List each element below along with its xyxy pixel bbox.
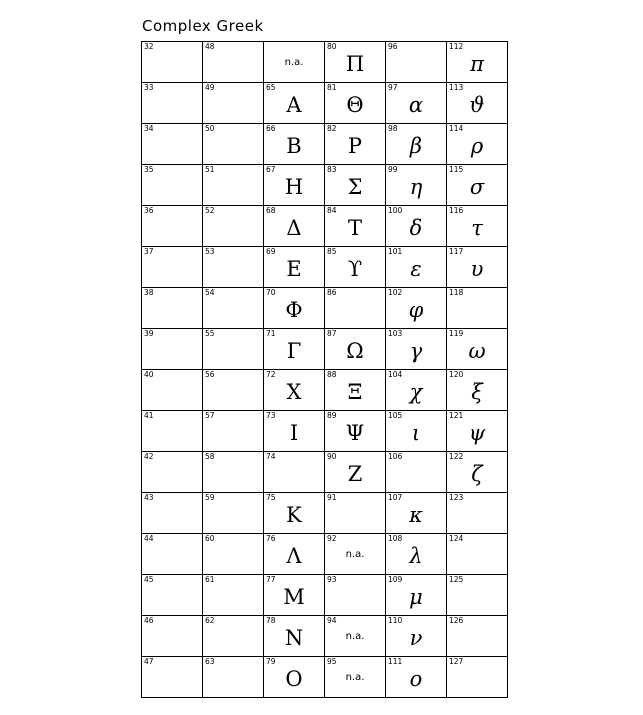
char-code: 111	[388, 657, 403, 666]
table-cell	[386, 288, 447, 329]
table-cell	[386, 534, 447, 575]
table-cell	[325, 411, 386, 452]
greek-glyph: Ψ	[345, 421, 365, 445]
table-cell	[142, 165, 203, 206]
table-cell	[203, 206, 264, 247]
greek-glyph: ϒ	[347, 257, 363, 281]
table-cell	[447, 42, 508, 83]
char-code: 60	[205, 534, 215, 543]
table-cell	[386, 206, 447, 247]
char-code: 56	[205, 370, 215, 379]
table-cell	[142, 452, 203, 493]
table-cell	[264, 657, 325, 698]
char-code: 110	[388, 616, 403, 625]
char-code: 63	[205, 657, 215, 666]
char-code: 66	[266, 124, 276, 133]
table-cell	[386, 452, 447, 493]
greek-glyph: Σ	[347, 175, 363, 199]
table-cell	[142, 657, 203, 698]
char-code: 68	[266, 206, 276, 215]
char-code: 69	[266, 247, 276, 256]
char-code: 34	[144, 124, 154, 133]
table-cell	[447, 206, 508, 247]
char-code: 50	[205, 124, 215, 133]
table-cell	[386, 616, 447, 657]
char-code: 53	[205, 247, 215, 256]
char-code: 92	[327, 534, 337, 543]
char-code: 36	[144, 206, 154, 215]
table-cell	[325, 124, 386, 165]
char-code: 115	[449, 165, 464, 174]
char-code: 71	[266, 329, 276, 338]
greek-glyph: Λ	[286, 544, 302, 568]
char-code: 104	[388, 370, 403, 379]
char-code: 80	[327, 42, 337, 51]
table-cell	[203, 370, 264, 411]
table-cell	[264, 42, 325, 83]
char-code: 107	[388, 493, 403, 502]
table-cell	[203, 42, 264, 83]
char-code: 52	[205, 206, 215, 215]
table-cell	[203, 616, 264, 657]
char-code: 45	[144, 575, 154, 584]
char-code: 81	[327, 83, 337, 92]
table-cell	[447, 247, 508, 288]
char-code: 42	[144, 452, 154, 461]
char-code: 91	[327, 493, 337, 502]
char-code: 40	[144, 370, 154, 379]
char-code: 41	[144, 411, 154, 420]
table-cell	[142, 329, 203, 370]
char-code: 58	[205, 452, 215, 461]
table-cell	[386, 42, 447, 83]
char-code: 100	[388, 206, 403, 215]
table-cell	[142, 411, 203, 452]
table-row	[142, 124, 508, 165]
table-cell	[142, 206, 203, 247]
char-code: 79	[266, 657, 276, 666]
char-code: 93	[327, 575, 337, 584]
table-cell	[386, 83, 447, 124]
table-cell	[264, 411, 325, 452]
char-code: 96	[388, 42, 398, 51]
table-cell	[142, 534, 203, 575]
table-cell	[264, 534, 325, 575]
table-cell	[264, 452, 325, 493]
table-cell	[325, 165, 386, 206]
table-cell	[203, 165, 264, 206]
char-code: 116	[449, 206, 464, 215]
greek-glyph: λ	[409, 544, 423, 568]
table-cell	[447, 493, 508, 534]
greek-glyph: Χ	[286, 380, 302, 404]
greek-glyph: Ξ	[347, 380, 363, 404]
char-code: 118	[449, 288, 464, 297]
greek-glyph: σ	[469, 175, 485, 199]
char-code: 98	[388, 124, 398, 133]
greek-glyph: β	[409, 134, 423, 158]
char-code: 75	[266, 493, 276, 502]
char-code: 62	[205, 616, 215, 625]
table-cell	[325, 493, 386, 534]
not-available-label: n.a.	[345, 549, 365, 560]
table-row	[142, 370, 508, 411]
table-cell	[447, 288, 508, 329]
table-row	[142, 288, 508, 329]
table-cell	[325, 575, 386, 616]
char-code: 49	[205, 83, 215, 92]
greek-glyph: ψ	[468, 421, 486, 445]
table-cell	[142, 493, 203, 534]
table-cell	[447, 657, 508, 698]
char-code: 70	[266, 288, 276, 297]
char-code: 87	[327, 329, 337, 338]
table-cell	[264, 83, 325, 124]
table-cell	[203, 452, 264, 493]
table-cell	[325, 657, 386, 698]
char-code: 109	[388, 575, 403, 584]
table-cell	[447, 370, 508, 411]
greek-glyph: Μ	[283, 585, 305, 609]
greek-glyph: ξ	[471, 380, 483, 404]
table-row	[142, 206, 508, 247]
table-cell	[264, 616, 325, 657]
table-cell	[142, 616, 203, 657]
greek-glyph: κ	[409, 503, 423, 527]
char-code: 55	[205, 329, 215, 338]
greek-glyph: Γ	[286, 339, 302, 363]
char-code: 112	[449, 42, 464, 51]
greek-glyph: π	[470, 52, 484, 76]
table-cell	[447, 165, 508, 206]
table-cell	[447, 534, 508, 575]
table-cell	[203, 124, 264, 165]
greek-glyph: Α	[286, 93, 302, 117]
table-row	[142, 247, 508, 288]
char-code: 54	[205, 288, 215, 297]
greek-glyph: ϑ	[469, 93, 485, 117]
char-code: 76	[266, 534, 276, 543]
greek-glyph: Β	[286, 134, 302, 158]
table-cell	[325, 288, 386, 329]
char-code: 121	[449, 411, 464, 420]
table-cell	[264, 124, 325, 165]
char-code: 103	[388, 329, 403, 338]
greek-glyph: φ	[408, 298, 424, 322]
table-cell	[325, 206, 386, 247]
table-cell	[447, 411, 508, 452]
char-code: 67	[266, 165, 276, 174]
greek-glyph: Θ	[346, 93, 364, 117]
table-row	[142, 83, 508, 124]
greek-glyph: η	[409, 175, 423, 199]
greek-glyph: ε	[410, 257, 422, 281]
char-code: 102	[388, 288, 403, 297]
char-code: 106	[388, 452, 403, 461]
greek-glyph: Ν	[284, 626, 304, 650]
char-code: 123	[449, 493, 464, 502]
table-cell	[203, 288, 264, 329]
table-cell	[325, 452, 386, 493]
table-row	[142, 534, 508, 575]
char-code: 127	[449, 657, 464, 666]
table-cell	[142, 370, 203, 411]
char-code: 125	[449, 575, 464, 584]
char-code: 126	[449, 616, 464, 625]
table-row	[142, 165, 508, 206]
table-cell	[203, 83, 264, 124]
char-code: 114	[449, 124, 464, 133]
table-cell	[264, 288, 325, 329]
char-code: 77	[266, 575, 276, 584]
table-cell	[447, 452, 508, 493]
table-cell	[142, 124, 203, 165]
table-cell	[325, 247, 386, 288]
greek-glyph: Ο	[285, 667, 303, 691]
table-cell	[142, 247, 203, 288]
table-cell	[264, 493, 325, 534]
table-row	[142, 657, 508, 698]
table-cell	[447, 329, 508, 370]
page-title: Complex Greek	[142, 17, 264, 35]
table-cell	[447, 124, 508, 165]
table-cell	[386, 370, 447, 411]
table-cell	[386, 329, 447, 370]
char-code: 117	[449, 247, 464, 256]
char-code: 94	[327, 616, 337, 625]
greek-glyph: ζ	[471, 462, 483, 486]
char-code: 105	[388, 411, 403, 420]
char-code: 95	[327, 657, 337, 666]
char-code: 59	[205, 493, 215, 502]
char-code: 85	[327, 247, 337, 256]
table-cell	[386, 411, 447, 452]
table-cell	[142, 83, 203, 124]
char-code: 82	[327, 124, 337, 133]
table-cell	[203, 575, 264, 616]
greek-glyph: Η	[284, 175, 304, 199]
char-code: 43	[144, 493, 154, 502]
table-row	[142, 452, 508, 493]
char-code: 61	[205, 575, 215, 584]
char-code: 51	[205, 165, 215, 174]
table-cell	[264, 370, 325, 411]
greek-glyph: Τ	[347, 216, 362, 240]
char-code: 90	[327, 452, 337, 461]
table-cell	[386, 124, 447, 165]
greek-glyph: δ	[409, 216, 423, 240]
greek-glyph: ω	[468, 339, 486, 363]
table-cell	[264, 165, 325, 206]
table-cell	[203, 493, 264, 534]
char-code: 83	[327, 165, 337, 174]
table-cell	[447, 575, 508, 616]
greek-glyph: γ	[409, 339, 423, 363]
char-code: 47	[144, 657, 154, 666]
char-code: 33	[144, 83, 154, 92]
table-row	[142, 329, 508, 370]
table-cell	[325, 42, 386, 83]
table-cell	[264, 329, 325, 370]
char-code: 35	[144, 165, 154, 174]
greek-glyph: Π	[345, 52, 365, 76]
table-cell	[325, 329, 386, 370]
char-code: 46	[144, 616, 154, 625]
not-available-label: n.a.	[345, 672, 365, 683]
greek-glyph: Φ	[285, 298, 303, 322]
table-cell	[203, 657, 264, 698]
table-cell	[264, 247, 325, 288]
table-cell	[386, 575, 447, 616]
table-row	[142, 42, 508, 83]
char-code: 78	[266, 616, 276, 625]
table-cell	[386, 493, 447, 534]
table-cell	[142, 42, 203, 83]
char-code: 44	[144, 534, 154, 543]
char-code: 113	[449, 83, 464, 92]
not-available-label: n.a.	[284, 57, 304, 68]
greek-glyph: Δ	[286, 216, 302, 240]
char-code: 86	[327, 288, 337, 297]
char-code: 99	[388, 165, 398, 174]
char-code: 48	[205, 42, 215, 51]
char-code: 65	[266, 83, 276, 92]
char-code: 32	[144, 42, 154, 51]
char-code: 89	[327, 411, 337, 420]
table-cell	[386, 657, 447, 698]
table-cell	[325, 616, 386, 657]
greek-glyph: α	[408, 93, 424, 117]
char-code: 120	[449, 370, 464, 379]
char-code: 73	[266, 411, 276, 420]
table-cell	[386, 247, 447, 288]
greek-glyph: ι	[411, 421, 421, 445]
greek-glyph: τ	[471, 216, 483, 240]
table-cell	[325, 83, 386, 124]
table-cell	[203, 329, 264, 370]
char-code: 124	[449, 534, 464, 543]
not-available-label: n.a.	[345, 631, 365, 642]
table-cell	[325, 370, 386, 411]
greek-glyph: μ	[409, 585, 423, 609]
greek-glyph: χ	[409, 380, 423, 404]
table-cell	[203, 411, 264, 452]
char-code: 84	[327, 206, 337, 215]
char-code: 38	[144, 288, 154, 297]
greek-glyph: Ε	[286, 257, 302, 281]
table-cell	[203, 247, 264, 288]
table-row	[142, 493, 508, 534]
char-code: 37	[144, 247, 154, 256]
table-cell	[142, 288, 203, 329]
char-code: 88	[327, 370, 337, 379]
table-cell	[264, 206, 325, 247]
table-cell	[264, 575, 325, 616]
char-code: 74	[266, 452, 276, 461]
char-code: 39	[144, 329, 154, 338]
char-code: 57	[205, 411, 215, 420]
char-code: 101	[388, 247, 403, 256]
greek-glyph: Κ	[286, 503, 302, 527]
greek-glyph: ρ	[470, 134, 484, 158]
greek-glyph: Ω	[346, 339, 364, 363]
greek-glyph: ν	[409, 626, 423, 650]
greek-glyph: Ρ	[347, 134, 363, 158]
character-table	[141, 41, 508, 698]
table-cell	[325, 534, 386, 575]
table-cell	[386, 165, 447, 206]
char-code: 119	[449, 329, 464, 338]
char-code: 97	[388, 83, 398, 92]
table-cell	[203, 534, 264, 575]
char-code: 72	[266, 370, 276, 379]
greek-glyph: ο	[409, 667, 423, 691]
greek-glyph: Ζ	[347, 462, 363, 486]
greek-glyph: Ι	[289, 421, 299, 445]
greek-glyph: υ	[470, 257, 484, 281]
table-row	[142, 575, 508, 616]
char-code: 122	[449, 452, 464, 461]
table-row	[142, 411, 508, 452]
table-cell	[142, 575, 203, 616]
char-code: 108	[388, 534, 403, 543]
table-row	[142, 616, 508, 657]
table-cell	[447, 616, 508, 657]
table-cell	[447, 83, 508, 124]
